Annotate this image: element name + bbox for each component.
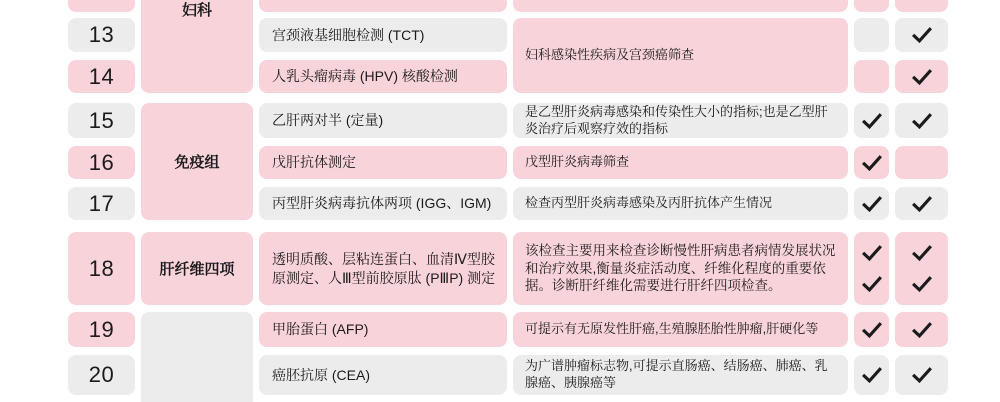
row13-check-b-cell xyxy=(895,18,948,52)
test-description: 是乙型肝炎病毒感染和传染性大小的指标;也是乙型肝炎治疗后观察疗效的指标 xyxy=(525,103,828,136)
test-description: 该检查主要用来检查诊断慢性肝病患者病情发展状况和治疗效果,衡量炎症活动度、纤维化程度的重要依据。诊断肝纤维化需要进行肝纤四项检查。 xyxy=(525,243,836,294)
checkmark-icon xyxy=(861,242,883,264)
row20-check-a-cell xyxy=(854,355,889,395)
row15-check-a-cell xyxy=(854,103,889,138)
row15-desc-cell xyxy=(513,103,848,138)
category-label: 妇科 xyxy=(181,2,212,19)
checkmark-slot xyxy=(911,242,933,264)
row20-check-b-cell xyxy=(895,355,948,395)
row19-check-b-cell xyxy=(895,312,948,347)
test-description: 戊型肝炎病毒筛查 xyxy=(525,154,630,170)
test-name: 戊肝抗体测定 xyxy=(272,154,356,171)
row20-number-cell xyxy=(68,355,135,395)
row13-number-cell xyxy=(68,18,135,52)
row20-test-cell xyxy=(259,355,507,395)
row18-test-cell xyxy=(259,232,507,305)
checkmark-slot xyxy=(861,242,883,264)
comparison-table xyxy=(68,0,948,402)
checkmark-icon xyxy=(911,364,933,386)
row16-check-a-cell xyxy=(854,146,889,179)
test-name: 丙型肝炎病毒抗体两项 (IGG、IGM) xyxy=(272,195,492,212)
category-cell-liver-fibrosis xyxy=(141,232,253,305)
row19-check-a-cell xyxy=(854,312,889,347)
checkmark-icon xyxy=(911,319,933,341)
test-name: 甲胎蛋白 (AFP) xyxy=(272,321,369,338)
row19-desc-cell xyxy=(513,312,848,347)
test-name: 人乳头瘤病毒 (HPV) 核酸检测 xyxy=(272,68,458,85)
row-number: 15 xyxy=(88,107,115,133)
test-name: 乙肝两对半 (定量) xyxy=(272,112,384,129)
row18-check-a-cell xyxy=(854,232,889,305)
checkmark-icon xyxy=(861,152,883,174)
row14-check-a-cell xyxy=(854,60,889,93)
category-cell-tumor-markers-empty xyxy=(141,312,253,402)
row18-number-cell xyxy=(68,232,135,305)
row12-desc-cell-partial xyxy=(513,0,848,12)
row17-number-cell xyxy=(68,187,135,220)
test-name: 癌胚抗原 (CEA) xyxy=(272,366,370,383)
row19-test-cell xyxy=(259,312,507,347)
row16-desc-cell xyxy=(513,146,848,179)
test-description: 可提示有无原发性肝癌,生殖腺胚胎性肿瘤,肝硬化等 xyxy=(525,321,819,337)
test-description: 为广谱肿瘤标志物,可提示直肠癌、结肠癌、肺癌、乳腺癌、胰腺癌等 xyxy=(525,358,828,390)
row16-check-b-cell xyxy=(895,146,948,179)
row15-test-cell xyxy=(259,103,507,138)
checkmark-icon xyxy=(861,273,883,295)
category-label: 免疫组 xyxy=(174,154,220,171)
row13-test-cell xyxy=(259,18,507,52)
row17-test-cell xyxy=(259,187,507,220)
checkmark-slot xyxy=(911,273,933,295)
row13-check-a-cell xyxy=(854,18,889,52)
checkmark-icon xyxy=(861,110,883,132)
desc-cell-13-14 xyxy=(513,18,848,93)
checkmark-icon xyxy=(911,24,933,46)
checkmark-icon xyxy=(911,193,933,215)
row12-number-cell-partial xyxy=(68,0,135,12)
category-label: 肝纤维四项 xyxy=(159,261,235,278)
row20-desc-cell xyxy=(513,355,848,395)
row-number: 18 xyxy=(88,255,115,281)
checkmark-icon xyxy=(911,66,933,88)
row14-test-cell xyxy=(259,60,507,93)
category-cell-immunology xyxy=(141,103,253,220)
row18-check-b-cell xyxy=(895,232,948,305)
row16-number-cell xyxy=(68,146,135,179)
checkmark-icon xyxy=(861,319,883,341)
row14-check-b-cell xyxy=(895,60,948,93)
test-description: 妇科感染性疾病及宫颈癌筛查 xyxy=(525,47,695,63)
row15-check-b-cell xyxy=(895,103,948,138)
row-number: 19 xyxy=(88,316,115,342)
checkmark-icon xyxy=(861,364,883,386)
checkmark-slot xyxy=(861,273,883,295)
test-name: 宫颈液基细胞检测 (TCT) xyxy=(272,26,425,43)
row12-test-cell-partial xyxy=(259,0,507,12)
row-number: 16 xyxy=(88,149,115,175)
checkmark-icon xyxy=(911,273,933,295)
checkmark-icon xyxy=(911,242,933,264)
row19-number-cell xyxy=(68,312,135,347)
row18-desc-cell xyxy=(513,232,848,305)
row16-test-cell xyxy=(259,146,507,179)
row15-number-cell xyxy=(68,103,135,138)
row12-check-b-cell-partial xyxy=(895,0,948,12)
category-cell-gynecology xyxy=(141,0,253,93)
row-number: 20 xyxy=(88,362,115,387)
row14-number-cell xyxy=(68,60,135,93)
row17-check-b-cell xyxy=(895,187,948,220)
checkmark-icon xyxy=(861,193,883,215)
row17-desc-cell xyxy=(513,187,848,220)
row17-check-a-cell xyxy=(854,187,889,220)
test-description: 检查丙型肝炎病毒感染及丙肝抗体产生情况 xyxy=(525,195,773,211)
row12-check-a-cell-partial xyxy=(854,0,889,12)
row-number: 14 xyxy=(88,63,115,89)
row-number: 13 xyxy=(88,22,115,47)
row-number: 17 xyxy=(88,190,115,216)
test-name: 透明质酸、层粘连蛋白、血清Ⅳ型胶原测定、人Ⅲ型前胶原肽 (PⅢP) 测定 xyxy=(272,251,496,286)
checkmark-icon xyxy=(911,110,933,132)
